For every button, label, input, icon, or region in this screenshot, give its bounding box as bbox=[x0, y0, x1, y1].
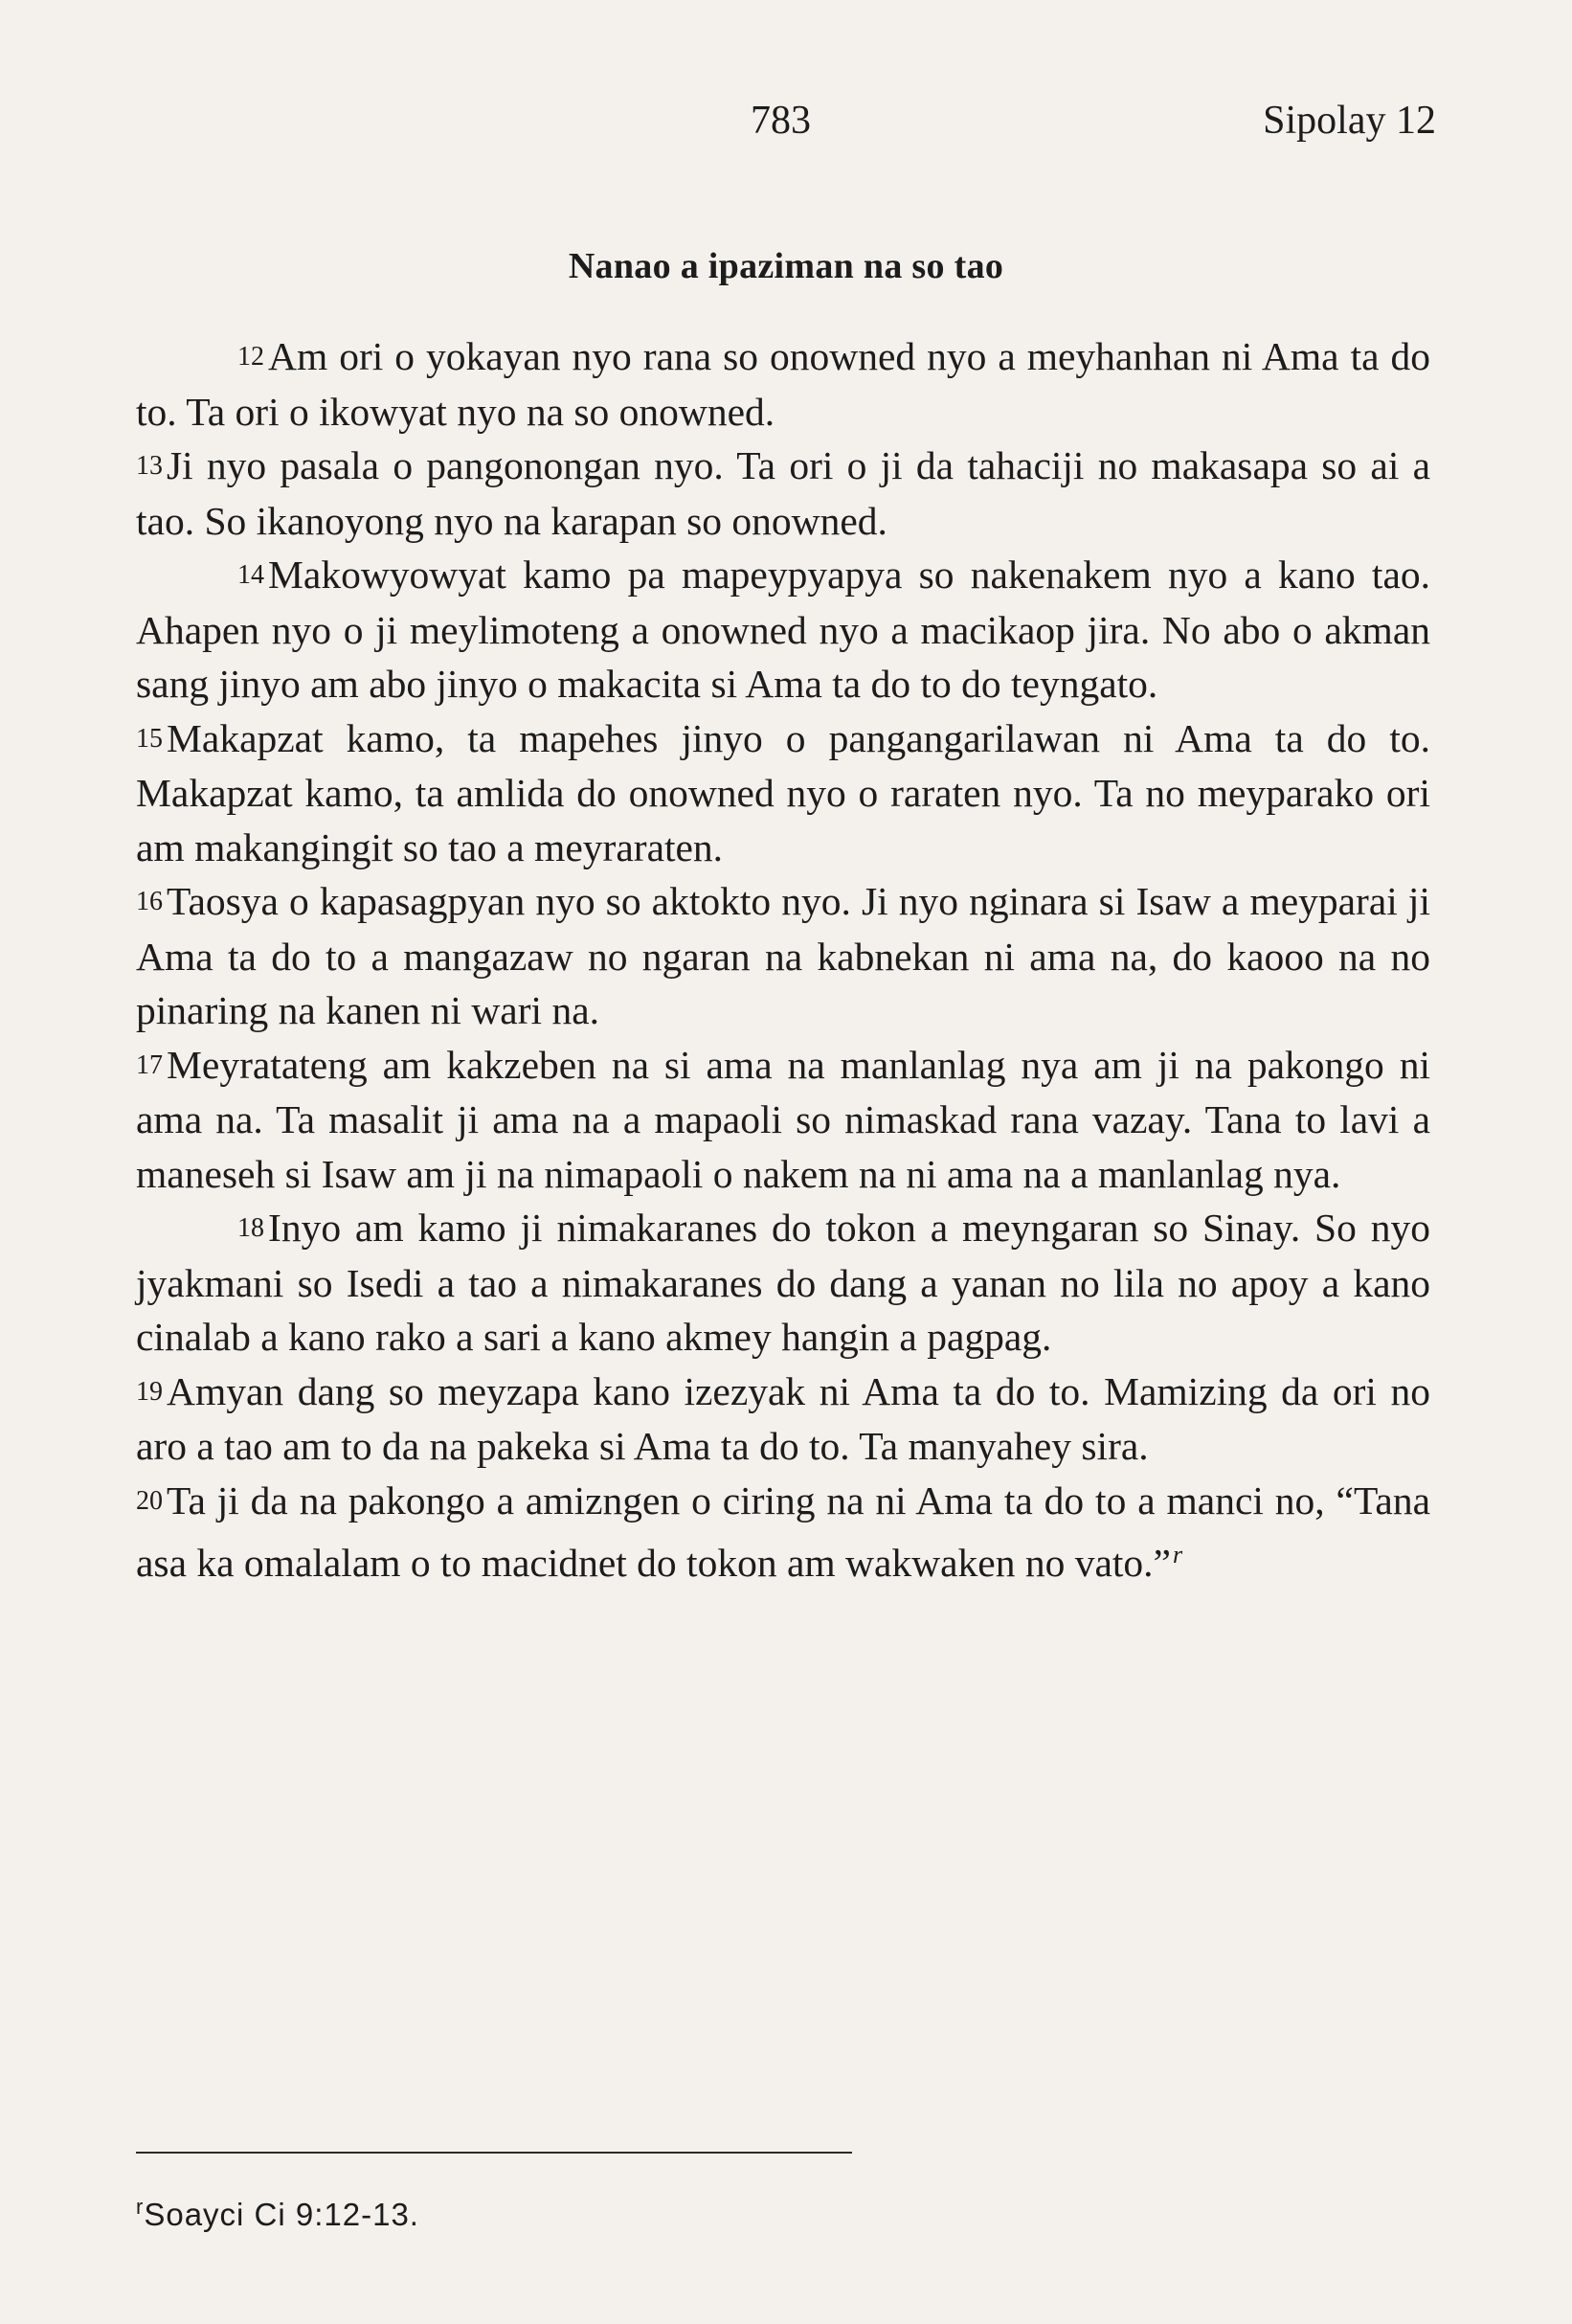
verse-number: 16 bbox=[136, 887, 163, 916]
section-heading: Nanao a ipaziman na so tao bbox=[568, 246, 1004, 286]
verse-number: 17 bbox=[136, 1049, 163, 1080]
verse-body bbox=[136, 329, 1430, 1591]
verse-number: 12 bbox=[237, 342, 264, 372]
verse-number: 18 bbox=[237, 1213, 264, 1243]
verse-number: 13 bbox=[136, 451, 163, 481]
verse-text: Meyratateng am kakzeben na si ama na manlanlag nya am ji na pakongo ni ama na. Ta masalit ji ama na a mapaoli so nimaskad rana vazay. Tana to lavi a maneseh si Isaw am ji na nimapaoli o nakem na ni ama na a manlanlag nya. bbox=[136, 1042, 1430, 1196]
verse-20 bbox=[136, 1474, 1430, 1591]
page-number: 783 bbox=[751, 99, 811, 143]
verse-12 bbox=[136, 329, 1430, 439]
footnote bbox=[136, 2195, 419, 2233]
verse-text: Amyan dang so meyzapa kano izezyak ni Ama ta do to. Mamizing da ori no aro a tao am to da na pakeka si Ama ta do to. Ta manyahey sira. bbox=[136, 1368, 1430, 1468]
verse-number: 19 bbox=[136, 1376, 163, 1407]
verse-text: Taosya o kapasagpyan nyo so aktokto nyo. Ji nyo nginara si Isaw a meyparai ji Ama ta do to a mangazaw no ngaran na kabnekan ni ama na, do kaooo na no pinaring na kanen ni wari na. bbox=[136, 879, 1430, 1032]
running-head: Sipolay 12 bbox=[1263, 99, 1436, 143]
verse-16 bbox=[136, 874, 1430, 1038]
verse-13 bbox=[136, 439, 1430, 548]
footnote-divider bbox=[136, 2152, 852, 2154]
verse-number: 20 bbox=[136, 1485, 163, 1516]
verse-19 bbox=[136, 1365, 1430, 1474]
verse-text: Ji nyo pasala o pangonongan nyo. Ta ori o ji da tahaciji no makasapa so ai a tao. So ikanoyong nyo na karapan so onowned. bbox=[136, 443, 1430, 543]
verse-14 bbox=[136, 548, 1430, 711]
verse-number: 15 bbox=[136, 723, 163, 754]
verse-15 bbox=[136, 711, 1430, 875]
verse-text: Makapzat kamo, ta mapehes jinyo o pangangarilawan ni Ama ta do to. Makapzat kamo, ta amlida do onowned nyo o raraten nyo. Ta no meyparako ori am makangingit so tao a meyraraten. bbox=[136, 715, 1430, 869]
verse-text: Makowyowyat kamo pa mapeypyapya so nakenakem nyo a kano tao. Ahapen nyo o ji meylimoteng a onowned nyo a macikaop jira. No abo o akman sang jinyo am abo jinyo o makacita si Ama ta do to do teyngato. bbox=[136, 553, 1430, 706]
verse-text: Inyo am kamo ji nimakaranes do tokon a meyngaran so Sinay. So nyo jyakmani so Isedi a tao a nimakaranes do dang a yanan no lila no apoy a kano cinalab a kano rako a sari a kano akmey hangin a pagpag. bbox=[136, 1206, 1430, 1359]
verse-18 bbox=[136, 1201, 1430, 1365]
verse-number: 14 bbox=[237, 560, 264, 590]
verse-text: Am ori o yokayan nyo rana so onowned nyo a meyhanhan ni Ama ta do to. Ta ori o ikowyat nyo na so onowned. bbox=[136, 334, 1430, 434]
footnote-reference-mark[interactable]: r bbox=[1172, 1541, 1183, 1568]
footnote-text: Soayci Ci 9:12-13. bbox=[144, 2197, 419, 2232]
verse-text: Ta ji da na pakongo a amizngen o ciring na ni Ama ta do to a manci no, “Tana asa ka omalalam o to macidnet do tokon am wakwaken no vato.” bbox=[136, 1478, 1430, 1585]
page-header bbox=[0, 98, 1572, 155]
footnote-mark: r bbox=[136, 2195, 145, 2219]
verse-17 bbox=[136, 1038, 1430, 1202]
